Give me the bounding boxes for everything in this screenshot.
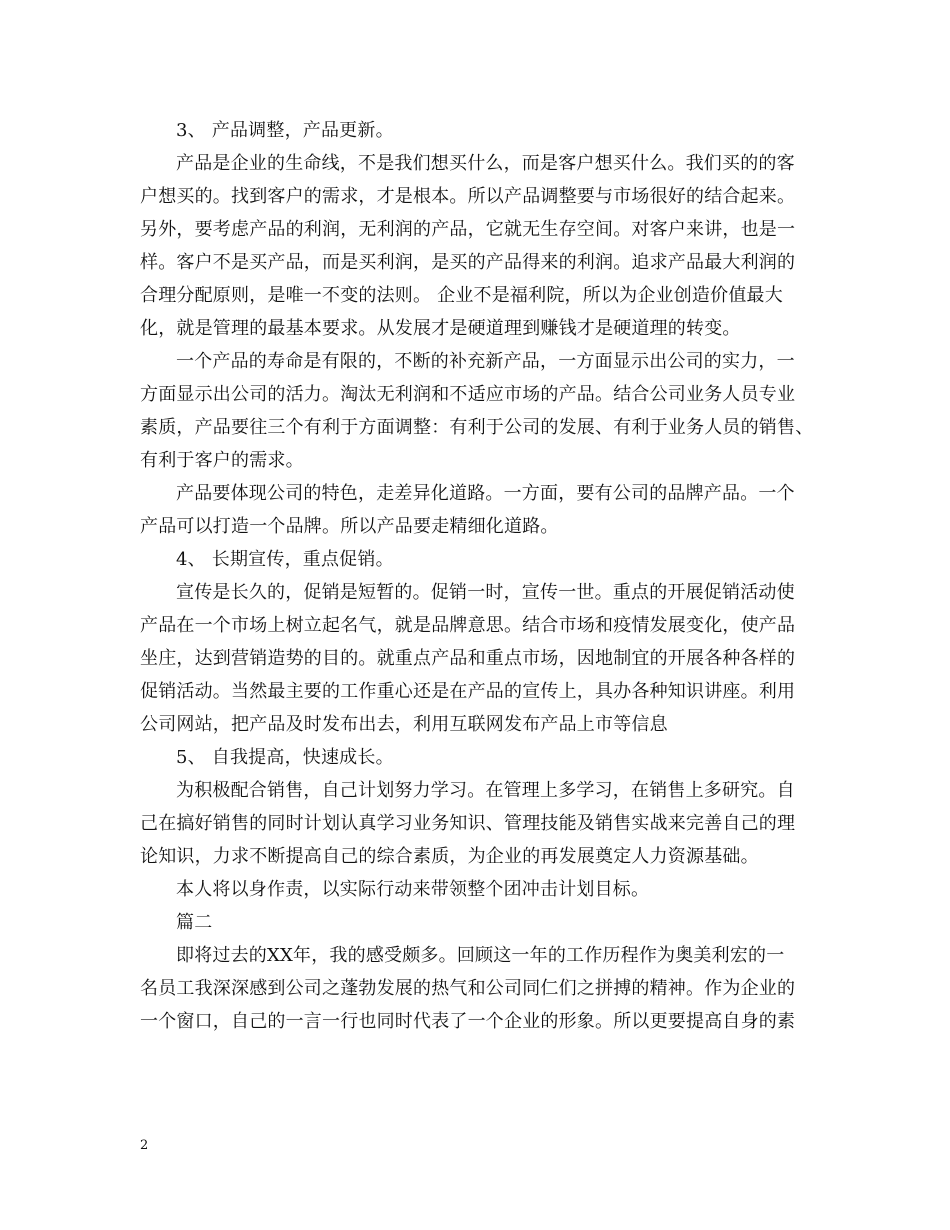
page-number: 2: [140, 1138, 149, 1153]
paragraph-line: 宣传是长久的，促销是短暂的。促销一时，宣传一世。重点的开展促销活动使: [176, 582, 795, 603]
paragraph-line: 本人将以身作责，以实际行动来带领整个团冲击计划目标。: [176, 879, 650, 900]
paragraph-line: 产品是企业的生命线，不是我们想买什么，而是客户想买什么。我们买的的客: [176, 153, 795, 174]
paragraph-line: 合理分配原则，是唯一不变的法则。 企业不是福利院，所以为企业创造价值最大: [140, 285, 783, 306]
paragraph-line: 公司网站，把产品及时发布出去，利用互联网发布产品上市等信息: [140, 714, 668, 735]
paragraph-line: 即将过去的XX年，我的感受颇多。回顾这一年的工作历程作为奥美利宏的一: [176, 945, 785, 966]
paragraph-line: 坐庄，达到营销造势的目的。就重点产品和重点市场，因地制宜的开展各种各样的: [140, 648, 796, 669]
section-heading-5: 5、 自我提高，快速成长。: [176, 747, 394, 768]
paragraph-line: 一个产品的寿命是有限的，不断的补充新产品，一方面显示出公司的实力，一: [176, 351, 795, 372]
section-heading-4: 4、 长期宣传，重点促销。: [176, 549, 394, 570]
paragraph-line: 有利于客户的需求。: [140, 450, 304, 471]
paragraph-line: 名员工我深深感到公司之蓬勃发展的热气和公司同仁们之拼搏的精神。作为企业的: [140, 978, 796, 999]
paragraph-line: 产品要体现公司的特色，走差异化道路。一方面，要有公司的品牌产品。一个: [176, 483, 795, 504]
paragraph-line: 样。客户不是买产品，而是买利润，是买的产品得来的利润。追求产品最大利润的: [140, 252, 796, 273]
paragraph-line: 论知识，力求不断提高自己的综合素质，为企业的再发展奠定人力资源基础。: [140, 846, 759, 867]
paragraph-line: 一个窗口，自己的一言一行也同时代表了一个企业的形象。所以更要提高自身的素: [140, 1011, 796, 1032]
part-heading: 篇二: [176, 912, 213, 933]
paragraph-line: 己在搞好销售的同时计划认真学习业务知识、管理技能及销售实战来完善自己的理: [140, 813, 796, 834]
paragraph-line: 为积极配合销售，自己计划努力学习。在管理上多学习，在销售上多研究。自: [176, 780, 795, 801]
paragraph-line: 产品在一个市场上树立起名气，就是品牌意思。结合市场和疫情发展变化，使产品: [140, 615, 796, 636]
paragraph-line: 另外，要考虑产品的利润，无利润的产品，它就无生存空间。对客户来讲，也是一: [140, 219, 796, 240]
paragraph-line: 化，就是管理的最基本要求。从发展才是硬道理到赚钱才是硬道理的转变。: [140, 318, 741, 339]
section-heading-3: 3、 产品调整，产品更新。: [176, 120, 394, 141]
paragraph-line: 方面显示出公司的活力。淘汰无利润和不适应市场的产品。结合公司业务人员专业: [140, 384, 796, 405]
paragraph-line: 户想买的。找到客户的需求，才是根本。所以产品调整要与市场很好的结合起来。: [140, 186, 796, 207]
paragraph-line: 素质，产品要往三个有利于方面调整：有利于公司的发展、有利于业务人员的销售、: [140, 417, 814, 438]
paragraph-line: 促销活动。当然最主要的工作重心还是在产品的宣传上，具办各种知识讲座。利用: [140, 681, 796, 702]
paragraph-line: 产品可以打造一个品牌。所以产品要走精细化道路。: [140, 516, 559, 537]
